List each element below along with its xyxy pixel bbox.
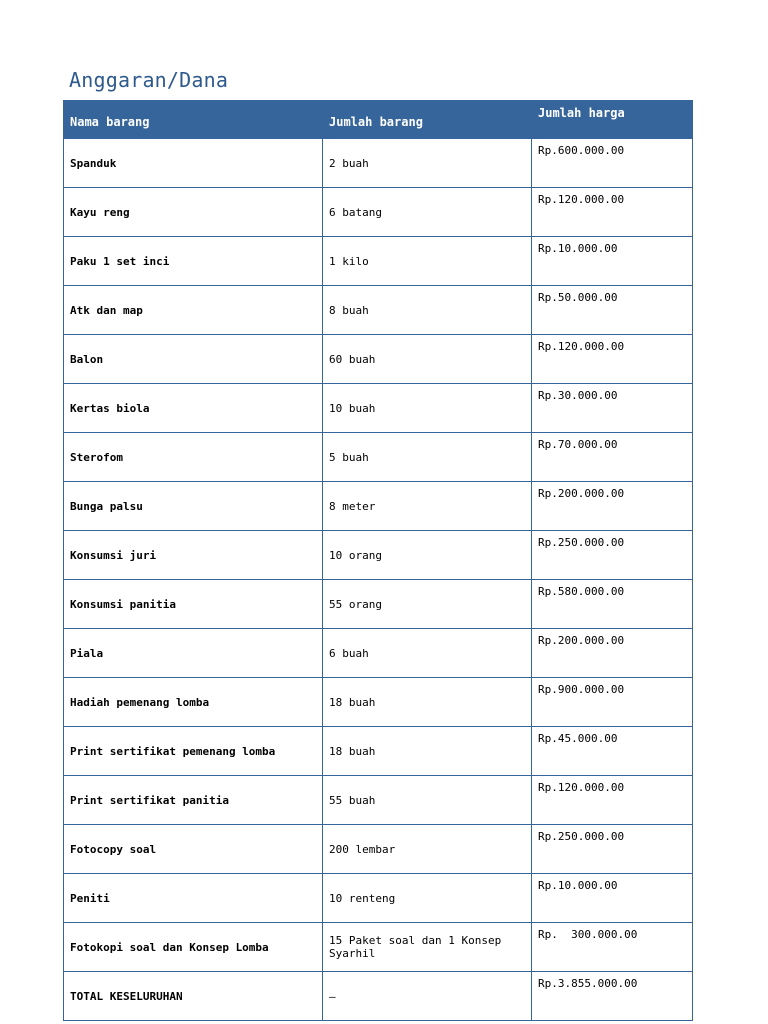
table-row	[64, 188, 693, 237]
cell-nama: Kayu reng	[64, 188, 323, 237]
cell-nama: Fotokopi soal dan Konsep Lomba	[64, 923, 323, 972]
cell-jumlah: 8 meter	[323, 482, 532, 531]
cell-nama: Sterofom	[64, 433, 323, 482]
table-row	[64, 923, 693, 972]
cell-jumlah: 1 kilo	[323, 237, 532, 286]
cell-nama: Print sertifikat panitia	[64, 776, 323, 825]
cell-nama: Balon	[64, 335, 323, 384]
cell-jumlah: 200 lembar	[323, 825, 532, 874]
cell-nama: Bunga palsu	[64, 482, 323, 531]
cell-harga: Rp.250.000.00	[532, 531, 693, 580]
cell-harga: Rp.50.000.00	[532, 286, 693, 335]
cell-nama: Kertas biola	[64, 384, 323, 433]
table-row	[64, 384, 693, 433]
table-row	[64, 874, 693, 923]
cell-jumlah: 18 buah	[323, 727, 532, 776]
cell-harga: Rp.200.000.00	[532, 629, 693, 678]
cell-total-harga: Rp.3.855.000.00	[532, 972, 693, 1021]
table-header-row	[64, 101, 693, 139]
cell-nama: Spanduk	[64, 139, 323, 188]
cell-nama: Fotocopy soal	[64, 825, 323, 874]
table-row	[64, 825, 693, 874]
cell-harga: Rp.200.000.00	[532, 482, 693, 531]
cell-jumlah: 55 buah	[323, 776, 532, 825]
table-row	[64, 727, 693, 776]
cell-nama: Paku 1 set inci	[64, 237, 323, 286]
cell-nama: Hadiah pemenang lomba	[64, 678, 323, 727]
cell-harga: Rp.120.000.00	[532, 335, 693, 384]
cell-jumlah: 55 orang	[323, 580, 532, 629]
cell-jumlah: 15 Paket soal dan 1 Konsep Syarhil	[323, 923, 532, 972]
cell-harga: Rp.250.000.00	[532, 825, 693, 874]
table-row	[64, 433, 693, 482]
table-row	[64, 237, 693, 286]
table-row	[64, 482, 693, 531]
cell-total-jumlah: –	[323, 972, 532, 1021]
budget-table	[63, 100, 693, 1021]
cell-nama: Piala	[64, 629, 323, 678]
cell-jumlah: 10 orang	[323, 531, 532, 580]
cell-harga: Rp.10.000.00	[532, 874, 693, 923]
table-row	[64, 580, 693, 629]
cell-jumlah: 60 buah	[323, 335, 532, 384]
cell-harga: Rp.900.000.00	[532, 678, 693, 727]
cell-harga: Rp.45.000.00	[532, 727, 693, 776]
cell-jumlah: 18 buah	[323, 678, 532, 727]
header-nama-barang: Nama barang	[64, 101, 323, 139]
table-row	[64, 531, 693, 580]
cell-jumlah: 2 buah	[323, 139, 532, 188]
cell-jumlah: 6 batang	[323, 188, 532, 237]
page-title: Anggaran/Dana	[69, 68, 229, 92]
cell-nama: Konsumsi juri	[64, 531, 323, 580]
cell-harga: Rp.120.000.00	[532, 188, 693, 237]
cell-harga: Rp.30.000.00	[532, 384, 693, 433]
cell-harga: Rp.120.000.00	[532, 776, 693, 825]
cell-harga: Rp.600.000.00	[532, 139, 693, 188]
cell-harga: Rp. 300.000.00	[532, 923, 693, 972]
header-jumlah-harga: Jumlah harga	[532, 101, 693, 139]
cell-jumlah: 6 buah	[323, 629, 532, 678]
cell-jumlah: 8 buah	[323, 286, 532, 335]
cell-harga: Rp.10.000.00	[532, 237, 693, 286]
table-row	[64, 286, 693, 335]
cell-nama: Peniti	[64, 874, 323, 923]
cell-nama: Atk dan map	[64, 286, 323, 335]
cell-jumlah: 10 renteng	[323, 874, 532, 923]
cell-nama: Print sertifikat pemenang lomba	[64, 727, 323, 776]
cell-total-label: TOTAL KESELURUHAN	[64, 972, 323, 1021]
table-row	[64, 678, 693, 727]
table-row	[64, 629, 693, 678]
table-row-total	[64, 972, 693, 1021]
cell-jumlah: 5 buah	[323, 433, 532, 482]
table-row	[64, 139, 693, 188]
cell-jumlah: 10 buah	[323, 384, 532, 433]
header-jumlah-barang: Jumlah barang	[323, 101, 532, 139]
table-row	[64, 776, 693, 825]
cell-harga: Rp.70.000.00	[532, 433, 693, 482]
cell-nama: Konsumsi panitia	[64, 580, 323, 629]
table-row	[64, 335, 693, 384]
cell-harga: Rp.580.000.00	[532, 580, 693, 629]
